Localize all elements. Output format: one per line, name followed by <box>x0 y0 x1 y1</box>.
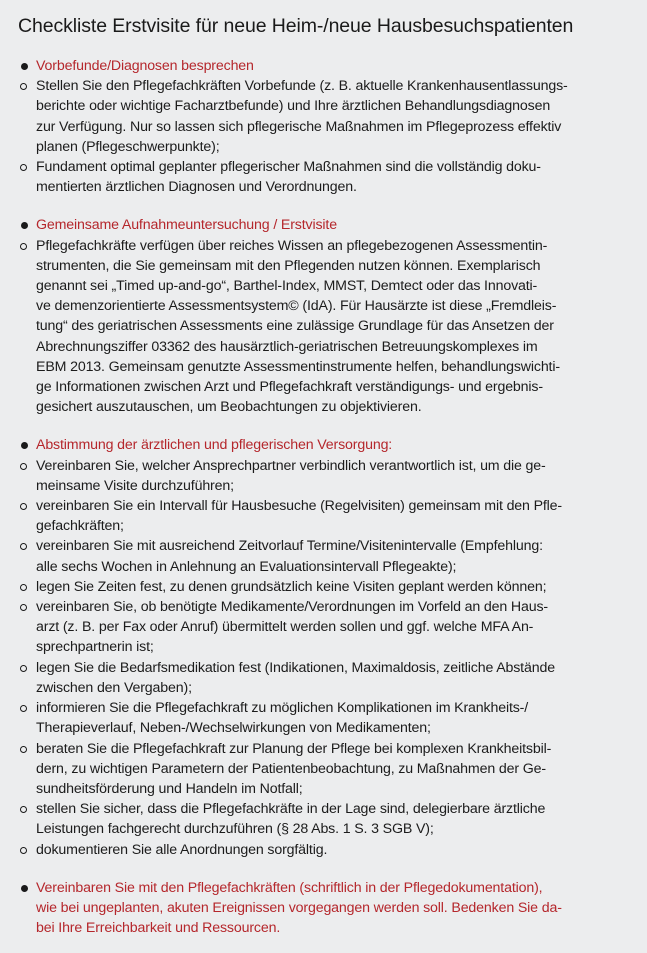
text-line: vereinbaren Sie mit ausreichend Zeitvorlauf Termine/Visitenintervalle (Empfehlung: <box>36 538 543 555</box>
list-item-text <box>36 76 633 157</box>
circle-bullet-icon <box>18 799 36 839</box>
circle-bullet-icon <box>18 496 36 536</box>
circle-bullet-icon <box>18 577 36 597</box>
list-item-text <box>36 536 633 576</box>
list-item-text <box>36 799 633 839</box>
text-line: ge Informationen zwischen Arzt und Pflegefachkraft verständigungs- und ergebnis- <box>36 379 543 396</box>
text-line: berichte oder wichtige Facharztbefunde) und Ihre ärztlichen Behandlungsdiagnosen <box>36 98 551 115</box>
bullet-icon <box>18 56 36 76</box>
text-line: vereinbaren Sie ein Intervall für Hausbesuche (Regelvisiten) gemeinsam mit den Pfle- <box>36 498 562 515</box>
text-line: sprechpartnerin ist; <box>36 639 154 656</box>
bullet-icon <box>18 435 36 455</box>
text-line: legen Sie Zeiten fest, zu denen grundsätzlich keine Visiten geplant werden können; <box>36 578 547 595</box>
checklist-section <box>18 435 633 859</box>
list-item <box>18 597 633 658</box>
text-line: Fundament optimal geplanter pflegerischer Maßnahmen sind die vollständig doku- <box>36 159 541 176</box>
text-line: beraten Sie die Pflegefachkraft zur Planung der Pflege bei komplexen Krankheitsbil- <box>36 740 552 757</box>
text-line: planen (Pflegeschwerpunkte); <box>36 138 220 155</box>
list-item <box>18 739 633 800</box>
section-heading <box>18 435 633 455</box>
section-heading-text: Abstimmung der ärztlichen und pflegerischen Versorgung: <box>36 437 393 454</box>
text-line: Pflegefachkräfte verfügen über reiches Wissen an pflegebezogenen Assessmentin- <box>36 237 548 254</box>
text-line: mentierten ärztlichen Diagnosen und Verordnungen. <box>36 179 357 196</box>
text-line: alle sechs Wochen in Anlehnung an Evaluationsintervall Pflegeakte); <box>36 558 457 575</box>
circle-bullet-icon <box>18 840 36 860</box>
list-item <box>18 658 633 698</box>
text-line: EBM 2013. Gemeinsam genutzte Assessmentinstrumente helfen, behandlungswichti- <box>36 358 560 375</box>
list-item <box>18 698 633 738</box>
list-item-text <box>36 456 633 496</box>
text-line: sundheitsförderung und Handeln im Notfall; <box>36 780 303 797</box>
checklist-content <box>18 56 633 938</box>
text-line: meinsame Visite durchzuführen; <box>36 477 234 494</box>
section-heading-text: Vorbefunde/Diagnosen besprechen <box>36 58 254 74</box>
text-line: wie bei ungeplanten, akuten Ereignissen vorgegangen werden soll. Bedenken Sie da- <box>36 899 562 916</box>
circle-bullet-icon <box>18 157 36 197</box>
text-line: legen Sie die Bedarfsmedikation fest (Indikationen, Maximaldosis, zeitliche Abstände <box>36 659 555 676</box>
section-heading-text <box>36 878 633 939</box>
text-line: stellen Sie sicher, dass die Pflegefachkräfte in der Lage sind, delegierbare ärztliche <box>36 801 546 818</box>
checklist-section <box>18 215 633 417</box>
list-item-text <box>36 739 633 800</box>
section-heading <box>18 215 633 235</box>
list-item-text <box>36 658 633 698</box>
text-line: Leistungen fachgerecht durchzuführen (§ 28 Abs. 1 S. 3 SGB V); <box>36 821 434 838</box>
list-item <box>18 840 633 860</box>
text-line: bei Ihre Erreichbarkeit und Ressourcen. <box>36 920 281 937</box>
text-line: dokumentieren Sie alle Anordnungen sorgfältig. <box>36 841 328 858</box>
circle-bullet-icon <box>18 536 36 576</box>
text-line: Vereinbaren Sie mit den Pflegefachkräften (schriftlich in der Pflegedokumentation), <box>36 879 543 896</box>
list-item <box>18 799 633 839</box>
section-heading <box>18 878 633 939</box>
text-line: Stellen Sie den Pflegefachkräften Vorbefunde (z. B. aktuelle Krankenhausentlassungs- <box>36 78 568 95</box>
circle-bullet-icon <box>18 236 36 418</box>
list-item-text <box>36 840 633 860</box>
text-line: arzt (z. B. per Fax oder Anruf) übermittelt werden sollen und ggf. welche MFA An- <box>36 619 534 636</box>
list-item <box>18 236 633 418</box>
list-item <box>18 456 633 496</box>
final-note-section <box>18 878 633 939</box>
list-item-text <box>36 236 633 418</box>
text-line: vereinbaren Sie, ob benötigte Medikamente/Verordnungen im Vorfeld an den Haus- <box>36 599 548 616</box>
section-heading-text: Gemeinsame Aufnahmeuntersuchung / Erstvisite <box>36 217 337 234</box>
circle-bullet-icon <box>18 456 36 496</box>
list-item-text <box>36 577 633 597</box>
text-line: strumenten, die Sie gemeinsam mit den Pflegenden nutzen können. Exemplarisch <box>36 257 541 274</box>
text-line: ve demenzorientierte Assessmentsystem© (IdA). Für Hausärzte ist diese „Fremdleis- <box>36 298 557 315</box>
list-item <box>18 157 633 197</box>
list-item-text <box>36 157 633 197</box>
text-line: zwischen den Vergaben); <box>36 679 192 696</box>
circle-bullet-icon <box>18 739 36 800</box>
list-item <box>18 76 633 157</box>
text-line: dern, zu wichtigen Parametern der Patientenbeobachtung, zu Maßnahmen der Ge- <box>36 760 546 777</box>
text-line: Therapieverlauf, Neben-/Wechselwirkungen von Medikamenten; <box>36 720 431 737</box>
text-line: zur Verfügung. Nur so lassen sich pflegerische Maßnahmen im Pflegeprozess effektiv <box>36 118 562 135</box>
page-title: Checkliste Erstvisite für neue Heim-/neue Hausbesuchspatienten <box>18 15 574 37</box>
list-item-text <box>36 698 633 738</box>
text-line: genannt sei „Timed up-and-go“, Barthel-Index, MMST, Demtect oder das Innovati- <box>36 278 538 295</box>
list-item <box>18 496 633 536</box>
list-item-text <box>36 597 633 658</box>
text-line: tung“ des geriatrischen Assessments eine zulässige Grundlage für das Ansetzen der <box>36 318 554 335</box>
text-line: gefachkräften; <box>36 518 124 535</box>
bullet-icon <box>18 215 36 235</box>
bullet-icon <box>18 878 36 939</box>
checklist-section <box>18 56 633 197</box>
circle-bullet-icon <box>18 597 36 658</box>
circle-bullet-icon <box>18 698 36 738</box>
text-line: Abrechnungsziffer 03362 des hausärztlich-geriatrischen Betreuungskomplexes im <box>36 338 538 355</box>
text-line: informieren Sie die Pflegefachkraft zu möglichen Komplikationen im Krankheits-/ <box>36 700 529 717</box>
text-line: Vereinbaren Sie, welcher Ansprechpartner verbindlich verantwortlich ist, um die ge- <box>36 457 546 474</box>
section-heading <box>18 56 633 76</box>
list-item <box>18 536 633 576</box>
list-item-text <box>36 496 633 536</box>
list-item <box>18 577 633 597</box>
circle-bullet-icon <box>18 76 36 157</box>
circle-bullet-icon <box>18 658 36 698</box>
text-line: gesichert auszutauschen, um Beobachtungen zu objektivieren. <box>36 399 422 416</box>
